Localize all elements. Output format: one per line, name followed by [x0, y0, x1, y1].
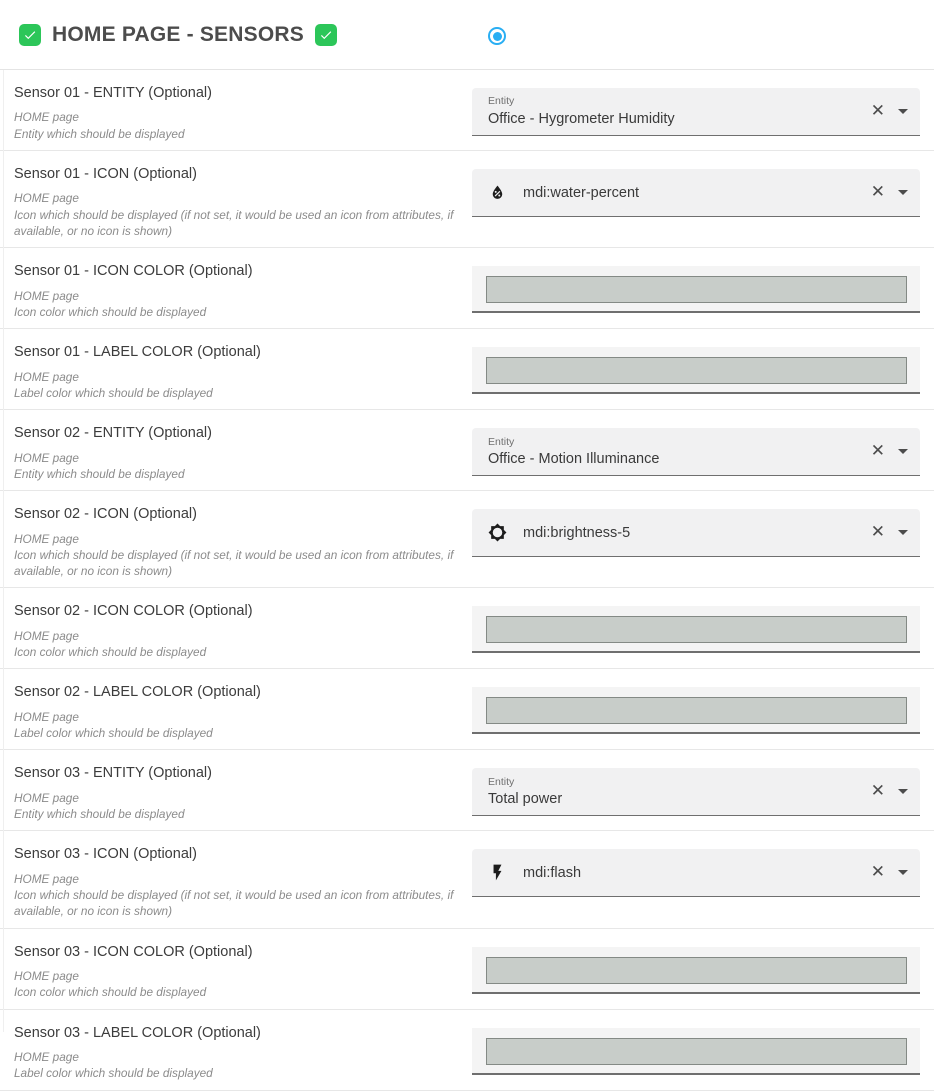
color-input-field[interactable]	[472, 266, 920, 313]
entity-select-value: Office - Motion Illuminance	[488, 450, 660, 467]
field-info	[0, 491, 472, 587]
check-icon	[19, 24, 41, 46]
entity-select-value: Office - Hygrometer Humidity	[488, 110, 675, 127]
field-title: Sensor 02 - ICON (Optional)	[14, 506, 197, 523]
field-control	[472, 831, 934, 927]
select-trailing	[871, 103, 908, 120]
clear-icon[interactable]: ✕	[870, 781, 885, 802]
icon-select[interactable]	[472, 169, 920, 217]
field-control	[472, 151, 934, 247]
field-context: HOME page	[14, 288, 79, 303]
field-info	[0, 248, 472, 328]
entity-select-value: Total power	[488, 790, 563, 807]
clear-icon[interactable]: ✕	[870, 522, 885, 543]
field-title: Sensor 01 - ENTITY (Optional)	[14, 85, 212, 101]
field-context: HOME page	[14, 110, 79, 125]
field-control	[472, 669, 934, 749]
field-title: Sensor 02 - ICON COLOR (Optional)	[14, 603, 253, 620]
flash-icon	[488, 863, 507, 882]
field-description: Entity which should be displayed	[14, 807, 185, 822]
page-title: HOME PAGE - SENSORS	[52, 22, 304, 46]
field-row	[0, 831, 934, 928]
field-control	[472, 329, 934, 409]
entity-select[interactable]	[472, 428, 920, 476]
field-description: Icon which should be displayed (if not set, it would be used an icon from attributes, if available, or no icon is shown)	[14, 547, 454, 579]
color-swatch-input[interactable]	[486, 957, 907, 984]
field-control	[472, 1010, 934, 1090]
field-row	[0, 329, 934, 410]
entity-select-texts	[488, 776, 562, 808]
field-title: Sensor 03 - ICON (Optional)	[14, 846, 197, 863]
clear-icon[interactable]: ✕	[870, 101, 885, 121]
field-control	[472, 491, 934, 587]
entity-select-floating-label: Entity	[488, 775, 515, 788]
chevron-down-icon[interactable]	[898, 449, 908, 454]
clear-icon[interactable]: ✕	[870, 862, 885, 883]
field-context: HOME page	[14, 968, 79, 983]
field-row	[0, 669, 934, 750]
field-description: Entity which should be displayed	[14, 466, 185, 481]
field-context: HOME page	[14, 191, 79, 206]
field-title: Sensor 02 - ENTITY (Optional)	[14, 425, 212, 442]
clear-icon[interactable]: ✕	[870, 182, 885, 202]
field-title: Sensor 02 - LABEL COLOR (Optional)	[14, 684, 261, 701]
field-info	[0, 410, 472, 490]
field-info	[0, 929, 472, 1009]
icon-select-value: mdi:water-percent	[523, 184, 640, 201]
field-description: Icon color which should be displayed	[14, 304, 207, 319]
field-description: Icon color which should be displayed	[14, 985, 207, 1000]
field-title: Sensor 03 - LABEL COLOR (Optional)	[14, 1024, 261, 1041]
check-icon	[315, 24, 337, 46]
entity-select[interactable]	[472, 768, 920, 816]
entity-select-texts	[488, 436, 659, 468]
field-row	[0, 410, 934, 491]
icon-select-value: mdi:brightness-5	[523, 524, 631, 541]
color-swatch-input[interactable]	[486, 697, 907, 724]
select-trailing	[871, 864, 908, 881]
entity-select-floating-label: Entity	[488, 435, 515, 448]
entity-select[interactable]	[472, 88, 920, 136]
chevron-down-icon[interactable]	[898, 190, 908, 195]
icon-select-value: mdi:flash	[523, 864, 582, 881]
field-context: HOME page	[14, 450, 79, 465]
field-context: HOME page	[14, 790, 79, 805]
field-context: HOME page	[14, 709, 79, 724]
page-header	[0, 0, 934, 70]
field-context: HOME page	[14, 531, 79, 546]
color-input-field[interactable]	[472, 1028, 920, 1075]
clear-icon[interactable]: ✕	[870, 441, 885, 462]
field-row	[0, 151, 934, 248]
color-swatch-input[interactable]	[486, 616, 907, 643]
select-trailing	[871, 184, 908, 201]
icon-select[interactable]	[472, 849, 920, 897]
water-percent-icon	[488, 183, 507, 202]
color-input-field[interactable]	[472, 606, 920, 653]
field-description: Icon color which should be displayed	[14, 645, 207, 660]
field-title: Sensor 03 - ENTITY (Optional)	[14, 765, 212, 782]
radio-dot-icon	[493, 32, 502, 41]
brightness-5-icon	[488, 523, 507, 542]
field-info	[0, 750, 472, 830]
field-context: HOME page	[14, 871, 79, 886]
color-swatch-input[interactable]	[486, 357, 907, 384]
field-row	[0, 750, 934, 831]
field-control	[472, 70, 934, 150]
chevron-down-icon[interactable]	[898, 530, 908, 535]
entity-select-floating-label: Entity	[488, 95, 515, 108]
color-input-field[interactable]	[472, 687, 920, 734]
field-info	[0, 588, 472, 668]
chevron-down-icon[interactable]	[898, 109, 908, 114]
color-swatch-input[interactable]	[486, 1038, 907, 1065]
field-context: HOME page	[14, 369, 79, 384]
chevron-down-icon[interactable]	[898, 870, 908, 875]
field-row	[0, 491, 934, 588]
entity-select-texts	[488, 95, 675, 127]
field-description: Label color which should be displayed	[14, 1066, 213, 1081]
field-description: Entity which should be displayed	[14, 126, 185, 141]
field-context: HOME page	[14, 628, 79, 643]
icon-select[interactable]	[472, 509, 920, 557]
field-row	[0, 248, 934, 329]
field-control	[472, 410, 934, 490]
field-row	[0, 70, 934, 151]
field-row	[0, 929, 934, 1010]
color-input-field[interactable]	[472, 347, 920, 394]
select-trailing	[871, 443, 908, 460]
field-row	[0, 1010, 934, 1091]
field-info	[0, 70, 472, 150]
field-info	[0, 669, 472, 749]
color-swatch-input[interactable]	[486, 276, 907, 303]
field-info	[0, 1010, 472, 1090]
field-description: Label color which should be displayed	[14, 726, 213, 741]
select-trailing	[871, 783, 908, 800]
field-info	[0, 329, 472, 409]
field-title: Sensor 01 - LABEL COLOR (Optional)	[14, 344, 261, 361]
field-title: Sensor 03 - ICON COLOR (Optional)	[14, 943, 253, 960]
field-control	[472, 929, 934, 1009]
fields-list	[0, 70, 934, 1091]
field-info	[0, 151, 472, 247]
color-input-field[interactable]	[472, 947, 920, 994]
field-control	[472, 588, 934, 668]
field-description: Icon which should be displayed (if not set, it would be used an icon from attributes, if available, or no icon is shown)	[14, 888, 454, 919]
field-control	[472, 750, 934, 830]
radio-button[interactable]	[488, 27, 506, 45]
field-description: Icon which should be displayed (if not set, it would be used an icon from attributes, if available, or no icon is shown)	[14, 207, 454, 238]
field-row	[0, 588, 934, 669]
field-title: Sensor 01 - ICON (Optional)	[14, 166, 197, 182]
chevron-down-icon[interactable]	[898, 789, 908, 794]
field-control	[472, 248, 934, 328]
select-trailing	[871, 524, 908, 541]
field-info	[0, 831, 472, 927]
field-context: HOME page	[14, 1049, 79, 1064]
field-description: Label color which should be displayed	[14, 385, 213, 400]
field-title: Sensor 01 - ICON COLOR (Optional)	[14, 263, 253, 280]
